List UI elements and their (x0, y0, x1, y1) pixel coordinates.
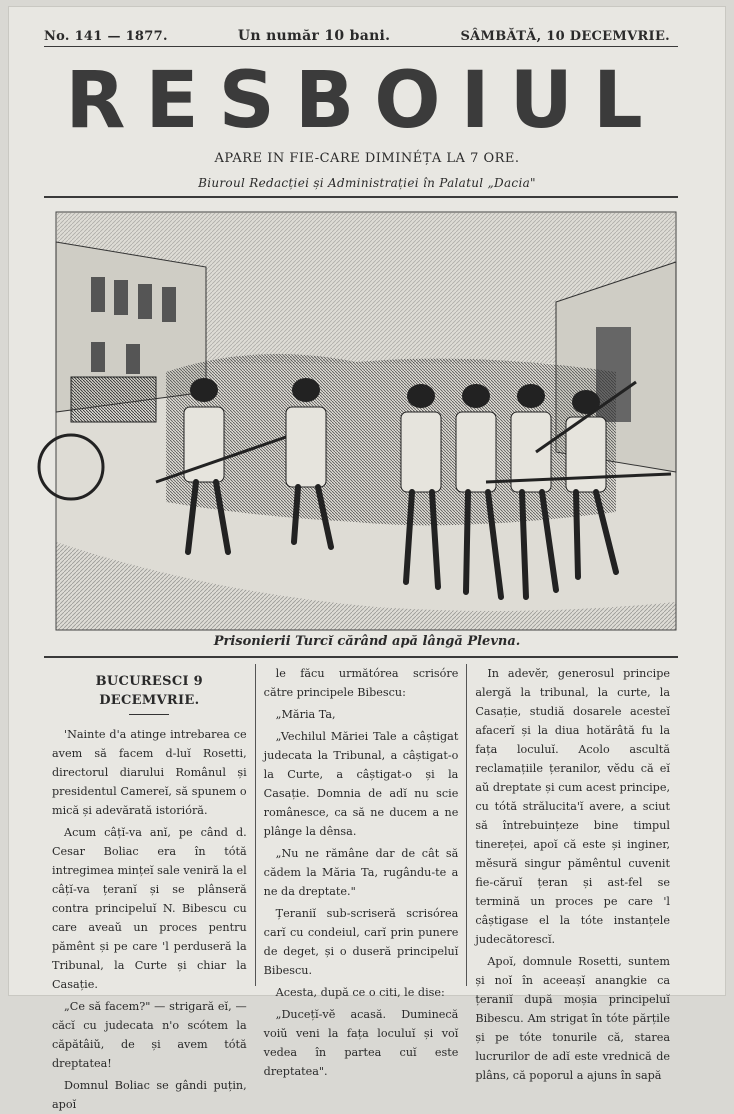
paragraph: „Ce să facem?" — strigară eĭ, — căcĭ cu judecata n'o scótem la căpătâiŭ, de și avem tótă dreptatea! (52, 1000, 247, 1070)
top-rule (44, 46, 678, 47)
paragraph: Acum câțĭ-va anĭ, pe când d. Cesar Boliac era în tótă intregimea mințeĭ sale veniră la el câțĭ-va țeranĭ și se plânseră contra principeluĭ N. Bibescu cu care aveaŭ un proces pentru pămênt și pe care 'l perduseră la Tribunal, la Curte și chiar la Casație. (52, 826, 247, 991)
issue-number: No. 141 — 1877. (44, 29, 168, 44)
paragraph: Domnul Boliac se gândi puțin, apoĭ (52, 1079, 247, 1111)
paragraph: „Ducețĭ-vĕ acasă. Duminecă voiŭ veni la fața loculuĭ și voĭ vedea în partea cuĭ este dreptatea". (263, 1008, 459, 1078)
masthead-rule (44, 196, 678, 198)
article-heading: BUCURESCI 9 DECEMVRIE. (95, 674, 204, 708)
newspaper-page (8, 6, 726, 1111)
engraving-illustration (56, 212, 676, 630)
masthead-title: RESBOIUL (65, 56, 663, 146)
paragraph: In adevĕr, generosul principe alergă la tribunal, la curte, la Casație, studiă dosarele acesteĭ afacerĭ și la diua hotărâtă fu la fața loculuĭ. Acolo ascultă reclamațiile țeranilor, vĕdu că eĭ aŭ dreptate și cum acest principe, cu tótă strălucita'ĭ avere, a sciut să întrebuințeze bine timpul tinereței, apoĭ că este și inginer, mĕsură singur pămêntul cuvenit fie-căruĭ țeran și ast-fel se termină un proces pe care 'l câștigase el la tóte instanțele judecătorescĭ. (475, 667, 671, 946)
paragraph: 'Nainte d'a atinge intrebarea ce avem să facem d-luĭ Rosetti, directorul diarului Românul și presidentul Camereĭ, să spunem o mică și adevărată istorióră. (52, 728, 247, 817)
masthead-subtitle: APARE IN FIE-CARE DIMINÉȚA LA 7 ORE. (214, 151, 520, 166)
header-line (44, 22, 670, 44)
paragraph: „Măria Ta, (275, 708, 336, 721)
paragraph: „Vechilul Măriei Tale a câștigat judecata la Tribunal, a câștigat-o la Curte, a câștigat-o și la Casație. Domnia de adĭ nu scie românesce, ca să ne ducem a ne plânge la dênsa. (263, 730, 459, 838)
illustration-caption: Prisonierii Turcĭ cărând apă lângă Plevna. (213, 634, 521, 649)
column-1 (44, 664, 255, 1111)
paragraph: „Nu ne rămâne dar de cât să cădem la Măria Ta, rugându-te a ne da dreptate." (263, 847, 459, 898)
paragraph: Acesta, după ce o citi, le dise: (275, 986, 445, 999)
paragraph: le făcu următórea scrisóre către principele Bibescu: (263, 667, 459, 699)
paragraph: Țeraniĭ sub-scriseră scrisórea carĭ cu condeiul, carĭ prin punere de deget, și o duseră principeluĭ Bibescu. (263, 907, 459, 977)
paragraph: Apoĭ, domnule Rosetti, suntem și noĭ în aceeașĭ anangkie ca țeraniĭ după moșia principeluĭ Bibescu. Am strigat în tóte părțile și pe tóte tonurile că, starea lucrurilor de adĭ este vrednică de plâns, că poporul a ajuns în sapă (475, 955, 671, 1082)
masthead-office: Biuroul Redacției și Administrației în Palatul „Dacia" (198, 176, 536, 190)
price: Un număr 10 bani. (237, 28, 391, 44)
column-2 (255, 664, 467, 1078)
issue-date: SÂMBĂTĂ, 10 DECEMVRIE. (460, 29, 670, 44)
caption-rule (44, 656, 678, 658)
column-3 (466, 664, 678, 1082)
heading-rule (129, 714, 169, 715)
article-columns (44, 664, 678, 1111)
